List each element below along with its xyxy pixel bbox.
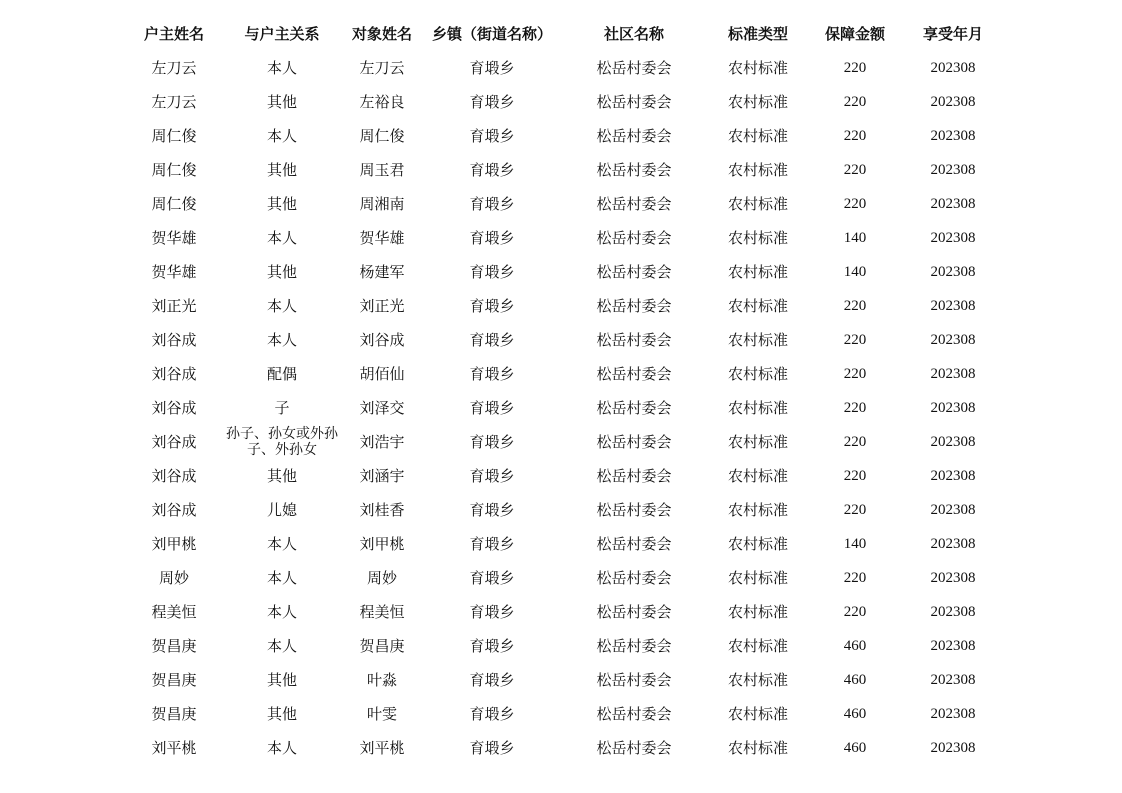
amount-cell: 220 bbox=[843, 467, 867, 484]
household-head-cell: 贺昌庚 bbox=[151, 670, 197, 689]
household-head-cell: 左刀云 bbox=[151, 58, 197, 77]
relationship-cell: 其他 bbox=[266, 466, 297, 485]
township-cell: 育塅乡 bbox=[469, 534, 515, 553]
amount-cell: 220 bbox=[843, 127, 867, 144]
relationship-cell: 本人 bbox=[266, 568, 297, 587]
amount-cell: 460 bbox=[843, 671, 867, 688]
relationship-cell: 配偶 bbox=[266, 364, 297, 383]
standard-type-cell: 农村标准 bbox=[727, 126, 788, 145]
month-cell: 202308 bbox=[930, 59, 976, 76]
table-row bbox=[122, 357, 1002, 391]
month-cell: 202308 bbox=[930, 331, 976, 348]
month-cell: 202308 bbox=[930, 671, 976, 688]
amount-cell: 140 bbox=[843, 229, 867, 246]
household-head-cell: 左刀云 bbox=[151, 92, 197, 111]
relationship-cell: 本人 bbox=[266, 602, 297, 621]
table-row bbox=[122, 323, 1002, 357]
amount-cell: 460 bbox=[843, 637, 867, 654]
relationship-cell: 本人 bbox=[266, 738, 297, 757]
community-cell: 松岳村委会 bbox=[596, 568, 672, 587]
township-cell: 育塅乡 bbox=[469, 568, 515, 587]
township-cell: 育塅乡 bbox=[469, 466, 515, 485]
standard-type-cell: 农村标准 bbox=[727, 92, 788, 111]
month-cell: 202308 bbox=[930, 297, 976, 314]
table-row bbox=[122, 221, 1002, 255]
recipient-name-cell: 刘平桃 bbox=[359, 738, 405, 757]
header-township: 乡镇（街道名称） bbox=[431, 24, 552, 43]
standard-type-cell: 农村标准 bbox=[727, 466, 788, 485]
month-cell: 202308 bbox=[930, 229, 976, 246]
recipient-name-cell: 杨建军 bbox=[359, 262, 405, 281]
community-cell: 松岳村委会 bbox=[596, 466, 672, 485]
relationship-cell: 其他 bbox=[266, 194, 297, 213]
amount-cell: 220 bbox=[843, 161, 867, 178]
household-head-cell: 程美恒 bbox=[151, 602, 197, 621]
relationship-cell: 其他 bbox=[266, 670, 297, 689]
township-cell: 育塅乡 bbox=[469, 160, 515, 179]
recipient-name-cell: 贺华雄 bbox=[359, 228, 405, 247]
amount-cell: 460 bbox=[843, 739, 867, 756]
month-cell: 202308 bbox=[930, 739, 976, 756]
amount-cell: 220 bbox=[843, 331, 867, 348]
community-cell: 松岳村委会 bbox=[596, 126, 672, 145]
standard-type-cell: 农村标准 bbox=[727, 228, 788, 247]
table-header bbox=[122, 17, 1002, 51]
township-cell: 育塅乡 bbox=[469, 602, 515, 621]
household-head-cell: 贺华雄 bbox=[151, 228, 197, 247]
table-row bbox=[122, 595, 1002, 629]
household-head-cell: 刘谷成 bbox=[151, 500, 197, 519]
community-cell: 松岳村委会 bbox=[596, 194, 672, 213]
month-cell: 202308 bbox=[930, 127, 976, 144]
amount-cell: 220 bbox=[843, 365, 867, 382]
header-standard-type: 标准类型 bbox=[727, 24, 788, 43]
amount-cell: 220 bbox=[843, 297, 867, 314]
table-row bbox=[122, 527, 1002, 561]
standard-type-cell: 农村标准 bbox=[727, 58, 788, 77]
month-cell: 202308 bbox=[930, 433, 976, 450]
standard-type-cell: 农村标准 bbox=[727, 364, 788, 383]
standard-type-cell: 农村标准 bbox=[727, 602, 788, 621]
relationship-cell: 本人 bbox=[266, 636, 297, 655]
recipient-name-cell: 周湘南 bbox=[359, 194, 405, 213]
table-row bbox=[122, 289, 1002, 323]
township-cell: 育塅乡 bbox=[469, 738, 515, 757]
relationship-cell: 本人 bbox=[266, 296, 297, 315]
recipient-name-cell: 左裕良 bbox=[359, 92, 405, 111]
relationship-cell: 其他 bbox=[266, 704, 297, 723]
township-cell: 育塅乡 bbox=[469, 636, 515, 655]
community-cell: 松岳村委会 bbox=[596, 500, 672, 519]
standard-type-cell: 农村标准 bbox=[727, 432, 788, 451]
township-cell: 育塅乡 bbox=[469, 296, 515, 315]
recipient-name-cell: 周玉君 bbox=[359, 160, 405, 179]
amount-cell: 140 bbox=[843, 263, 867, 280]
table-row bbox=[122, 697, 1002, 731]
community-cell: 松岳村委会 bbox=[596, 602, 672, 621]
relationship-cell: 本人 bbox=[266, 534, 297, 553]
household-head-cell: 周妙 bbox=[158, 568, 189, 587]
township-cell: 育塅乡 bbox=[469, 92, 515, 111]
table-row bbox=[122, 153, 1002, 187]
amount-cell: 220 bbox=[843, 195, 867, 212]
household-head-cell: 刘平桃 bbox=[151, 738, 197, 757]
household-head-cell: 贺昌庚 bbox=[151, 704, 197, 723]
relationship-cell: 其他 bbox=[266, 160, 297, 179]
month-cell: 202308 bbox=[930, 467, 976, 484]
header-recipient-name: 对象姓名 bbox=[351, 24, 412, 43]
table-row bbox=[122, 425, 1002, 459]
recipient-name-cell: 刘浩宇 bbox=[359, 432, 405, 451]
standard-type-cell: 农村标准 bbox=[727, 194, 788, 213]
standard-type-cell: 农村标准 bbox=[727, 568, 788, 587]
community-cell: 松岳村委会 bbox=[596, 262, 672, 281]
community-cell: 松岳村委会 bbox=[596, 160, 672, 179]
header-relationship: 与户主关系 bbox=[244, 24, 320, 43]
header-community: 社区名称 bbox=[603, 24, 664, 43]
household-head-cell: 周仁俊 bbox=[151, 160, 197, 179]
community-cell: 松岳村委会 bbox=[596, 670, 672, 689]
community-cell: 松岳村委会 bbox=[596, 636, 672, 655]
table-row bbox=[122, 731, 1002, 765]
standard-type-cell: 农村标准 bbox=[727, 398, 788, 417]
community-cell: 松岳村委会 bbox=[596, 704, 672, 723]
month-cell: 202308 bbox=[930, 603, 976, 620]
table-row bbox=[122, 255, 1002, 289]
amount-cell: 220 bbox=[843, 433, 867, 450]
recipient-name-cell: 叶淼 bbox=[366, 670, 397, 689]
month-cell: 202308 bbox=[930, 195, 976, 212]
table-row bbox=[122, 85, 1002, 119]
community-cell: 松岳村委会 bbox=[596, 534, 672, 553]
relationship-cell: 其他 bbox=[266, 92, 297, 111]
header-month: 享受年月 bbox=[922, 24, 983, 43]
township-cell: 育塅乡 bbox=[469, 500, 515, 519]
standard-type-cell: 农村标准 bbox=[727, 500, 788, 519]
recipient-name-cell: 刘谷成 bbox=[359, 330, 405, 349]
township-cell: 育塅乡 bbox=[469, 398, 515, 417]
table-row bbox=[122, 663, 1002, 697]
township-cell: 育塅乡 bbox=[469, 364, 515, 383]
township-cell: 育塅乡 bbox=[469, 670, 515, 689]
community-cell: 松岳村委会 bbox=[596, 364, 672, 383]
month-cell: 202308 bbox=[930, 161, 976, 178]
community-cell: 松岳村委会 bbox=[596, 330, 672, 349]
standard-type-cell: 农村标准 bbox=[727, 738, 788, 757]
household-head-cell: 贺华雄 bbox=[151, 262, 197, 281]
month-cell: 202308 bbox=[930, 501, 976, 518]
header-row bbox=[122, 17, 1002, 51]
recipient-name-cell: 刘涵宇 bbox=[359, 466, 405, 485]
township-cell: 育塅乡 bbox=[469, 228, 515, 247]
amount-cell: 220 bbox=[843, 399, 867, 416]
amount-cell: 140 bbox=[843, 535, 867, 552]
household-head-cell: 周仁俊 bbox=[151, 194, 197, 213]
relationship-cell: 其他 bbox=[266, 262, 297, 281]
month-cell: 202308 bbox=[930, 705, 976, 722]
month-cell: 202308 bbox=[930, 569, 976, 586]
township-cell: 育塅乡 bbox=[469, 194, 515, 213]
township-cell: 育塅乡 bbox=[469, 126, 515, 145]
recipient-name-cell: 胡佰仙 bbox=[359, 364, 405, 383]
recipient-name-cell: 叶雯 bbox=[366, 704, 397, 723]
community-cell: 松岳村委会 bbox=[596, 432, 672, 451]
recipient-name-cell: 刘桂香 bbox=[359, 500, 405, 519]
amount-cell: 460 bbox=[843, 705, 867, 722]
recipient-name-cell: 周仁俊 bbox=[359, 126, 405, 145]
relationship-cell: 本人 bbox=[266, 228, 297, 247]
relationship-cell: 儿媳 bbox=[266, 500, 297, 519]
community-cell: 松岳村委会 bbox=[596, 228, 672, 247]
amount-cell: 220 bbox=[843, 569, 867, 586]
community-cell: 松岳村委会 bbox=[596, 738, 672, 757]
month-cell: 202308 bbox=[930, 399, 976, 416]
header-household-head: 户主姓名 bbox=[143, 24, 204, 43]
table-row bbox=[122, 391, 1002, 425]
amount-cell: 220 bbox=[843, 93, 867, 110]
relationship-cell: 本人 bbox=[266, 58, 297, 77]
amount-cell: 220 bbox=[843, 603, 867, 620]
amount-cell: 220 bbox=[843, 59, 867, 76]
recipient-name-cell: 程美恒 bbox=[359, 602, 405, 621]
table-row bbox=[122, 459, 1002, 493]
household-head-cell: 刘谷成 bbox=[151, 364, 197, 383]
relationship-cell: 本人 bbox=[266, 330, 297, 349]
township-cell: 育塅乡 bbox=[469, 262, 515, 281]
table-body bbox=[122, 51, 1002, 765]
amount-cell: 220 bbox=[843, 501, 867, 518]
township-cell: 育塅乡 bbox=[469, 330, 515, 349]
household-head-cell: 刘谷成 bbox=[151, 330, 197, 349]
household-head-cell: 刘甲桃 bbox=[151, 534, 197, 553]
household-head-cell: 贺昌庚 bbox=[151, 636, 197, 655]
standard-type-cell: 农村标准 bbox=[727, 636, 788, 655]
community-cell: 松岳村委会 bbox=[596, 398, 672, 417]
month-cell: 202308 bbox=[930, 263, 976, 280]
relationship-cell: 本人 bbox=[266, 126, 297, 145]
standard-type-cell: 农村标准 bbox=[727, 296, 788, 315]
recipient-name-cell: 刘泽交 bbox=[359, 398, 405, 417]
community-cell: 松岳村委会 bbox=[596, 92, 672, 111]
month-cell: 202308 bbox=[930, 637, 976, 654]
standard-type-cell: 农村标准 bbox=[727, 160, 788, 179]
community-cell: 松岳村委会 bbox=[596, 58, 672, 77]
table-row bbox=[122, 629, 1002, 663]
household-head-cell: 刘谷成 bbox=[151, 466, 197, 485]
standard-type-cell: 农村标准 bbox=[727, 330, 788, 349]
township-cell: 育塅乡 bbox=[469, 432, 515, 451]
recipient-name-cell: 刘甲桃 bbox=[359, 534, 405, 553]
township-cell: 育塅乡 bbox=[469, 704, 515, 723]
subsidy-table bbox=[122, 17, 1002, 765]
relationship-cell: 孙子、孙女或外孙子、外孙女 bbox=[226, 426, 338, 458]
household-head-cell: 刘谷成 bbox=[151, 398, 197, 417]
relationship-cell: 子 bbox=[274, 398, 290, 417]
table-row bbox=[122, 51, 1002, 85]
recipient-name-cell: 刘正光 bbox=[359, 296, 405, 315]
recipient-name-cell: 左刀云 bbox=[359, 58, 405, 77]
header-amount: 保障金额 bbox=[824, 24, 885, 43]
month-cell: 202308 bbox=[930, 93, 976, 110]
table-row bbox=[122, 493, 1002, 527]
table-row bbox=[122, 561, 1002, 595]
recipient-name-cell: 贺昌庚 bbox=[359, 636, 405, 655]
standard-type-cell: 农村标准 bbox=[727, 704, 788, 723]
household-head-cell: 周仁俊 bbox=[151, 126, 197, 145]
township-cell: 育塅乡 bbox=[469, 58, 515, 77]
standard-type-cell: 农村标准 bbox=[727, 262, 788, 281]
recipient-name-cell: 周妙 bbox=[366, 568, 397, 587]
household-head-cell: 刘谷成 bbox=[151, 432, 197, 451]
standard-type-cell: 农村标准 bbox=[727, 534, 788, 553]
month-cell: 202308 bbox=[930, 535, 976, 552]
table-row bbox=[122, 187, 1002, 221]
table-row bbox=[122, 119, 1002, 153]
household-head-cell: 刘正光 bbox=[151, 296, 197, 315]
standard-type-cell: 农村标准 bbox=[727, 670, 788, 689]
community-cell: 松岳村委会 bbox=[596, 296, 672, 315]
month-cell: 202308 bbox=[930, 365, 976, 382]
